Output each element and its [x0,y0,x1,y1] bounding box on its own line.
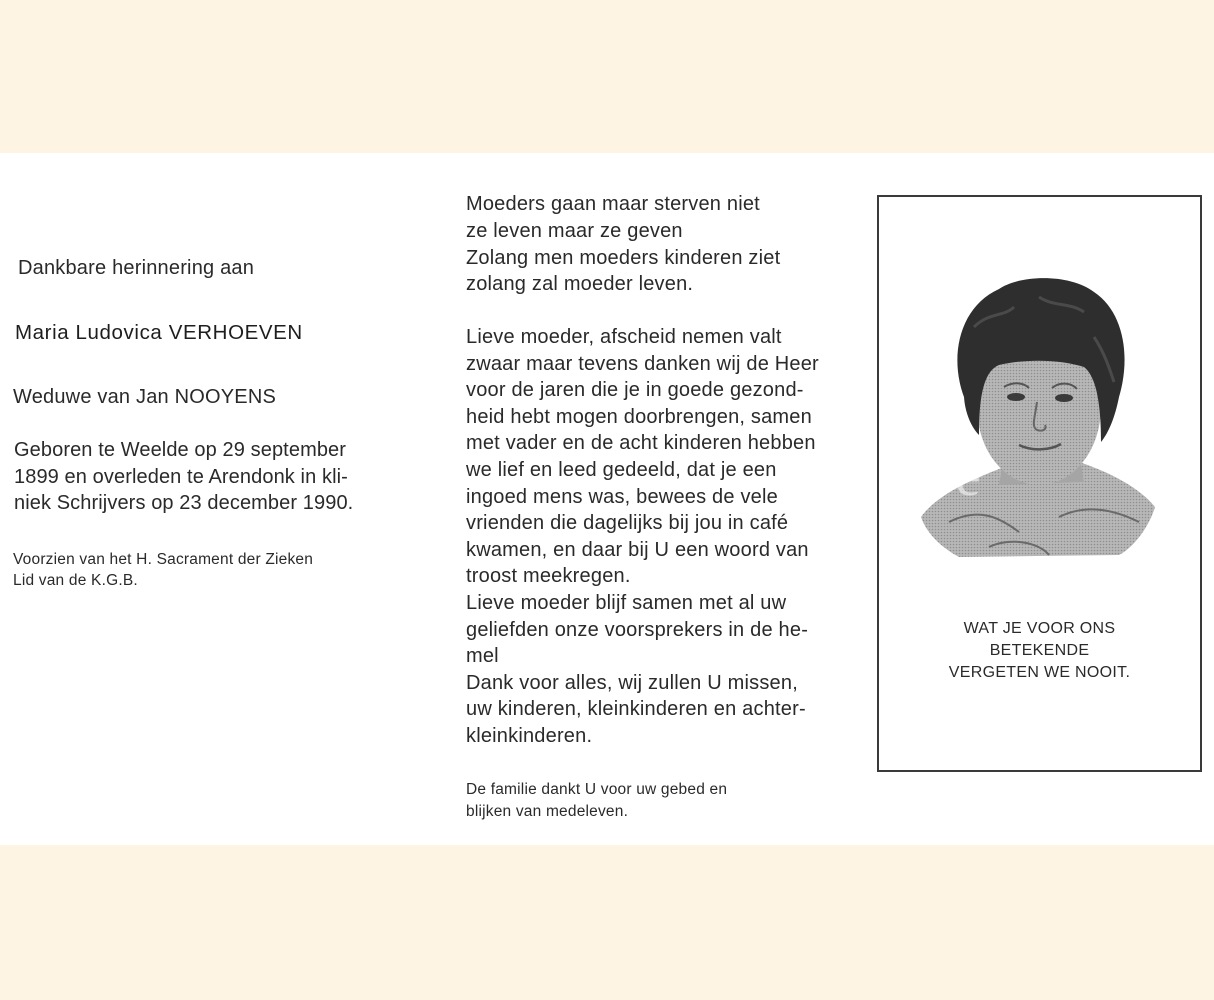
motto [879,618,1200,684]
sacrament-line: Lid van de K.G.B. [13,572,138,589]
poem [466,191,861,298]
birth-death-details [14,437,353,517]
message-line: voor de jaren die je in goede gezond- [466,379,804,402]
message-line: kwamen, en daar bij U een woord van [466,538,809,561]
memorial-card [0,153,1214,845]
portrait-photo-icon [919,267,1159,557]
message-line: kleinkinderen. [466,724,593,747]
message-line: heid hebt mogen doorbrengen, samen [466,405,812,428]
widow-text: Weduwe van Jan NOOYENS [13,386,277,408]
message-line: Lieve moeder blijf samen met al uw [466,591,787,614]
sacrament-note [13,549,313,591]
poem-line: ze leven maar ze geven [466,219,683,242]
poem-line: Moeders gaan maar sterven niet [466,193,760,215]
birth-line: niek Schrijvers op 23 december 1990. [14,492,354,514]
message-line: vrienden die dagelijks bij jou in café [466,512,789,535]
message-line: troost meekregen. [466,565,631,588]
message-line: we lief en leed gedeeld, dat je een [466,458,777,481]
middle-column [466,191,861,747]
message-line: Lieve moeder, afscheid nemen valt [466,326,782,348]
sacrament-line: Voorzien van het H. Sacrament der Zieken [13,551,314,568]
poem-line: zolang zal moeder leven. [466,273,694,296]
message-line: geliefden onze voorsprekers in de he- [466,618,809,641]
farewell-message [466,324,819,750]
deceased-name: Maria Ludovica VERHOEVEN [15,321,303,344]
motto-line: BETEKENDE [989,642,1090,659]
intro-text: Dankbare herinnering aan [18,257,255,279]
watermark: be [924,443,983,508]
message-line: ingoed mens was, bewees de vele [466,485,778,508]
thanks-line: blijken van medeleven. [466,803,629,820]
message-line: zwaar maar tevens danken wij de Heer [466,352,819,375]
message-line: mel [466,645,499,668]
thanks-line: De familie dankt U voor uw gebed en [466,781,728,798]
family-thanks [466,779,727,823]
motto-line: WAT JE VOOR ONS [963,620,1116,637]
portrait-frame [877,195,1202,772]
motto-line: VERGETEN WE NOOIT. [948,664,1131,681]
message-line: met vader en de acht kinderen hebben [466,432,816,455]
message-line: Dank voor alles, wij zullen U missen, [466,671,798,694]
poem-line: Zolang men moeders kinderen ziet [466,246,781,269]
message-line: uw kinderen, kleinkinderen en achter- [466,698,806,721]
birth-line: Geboren te Weelde op 29 september [14,439,347,461]
birth-line: 1899 en overleden te Arendonk in kli- [14,465,348,488]
